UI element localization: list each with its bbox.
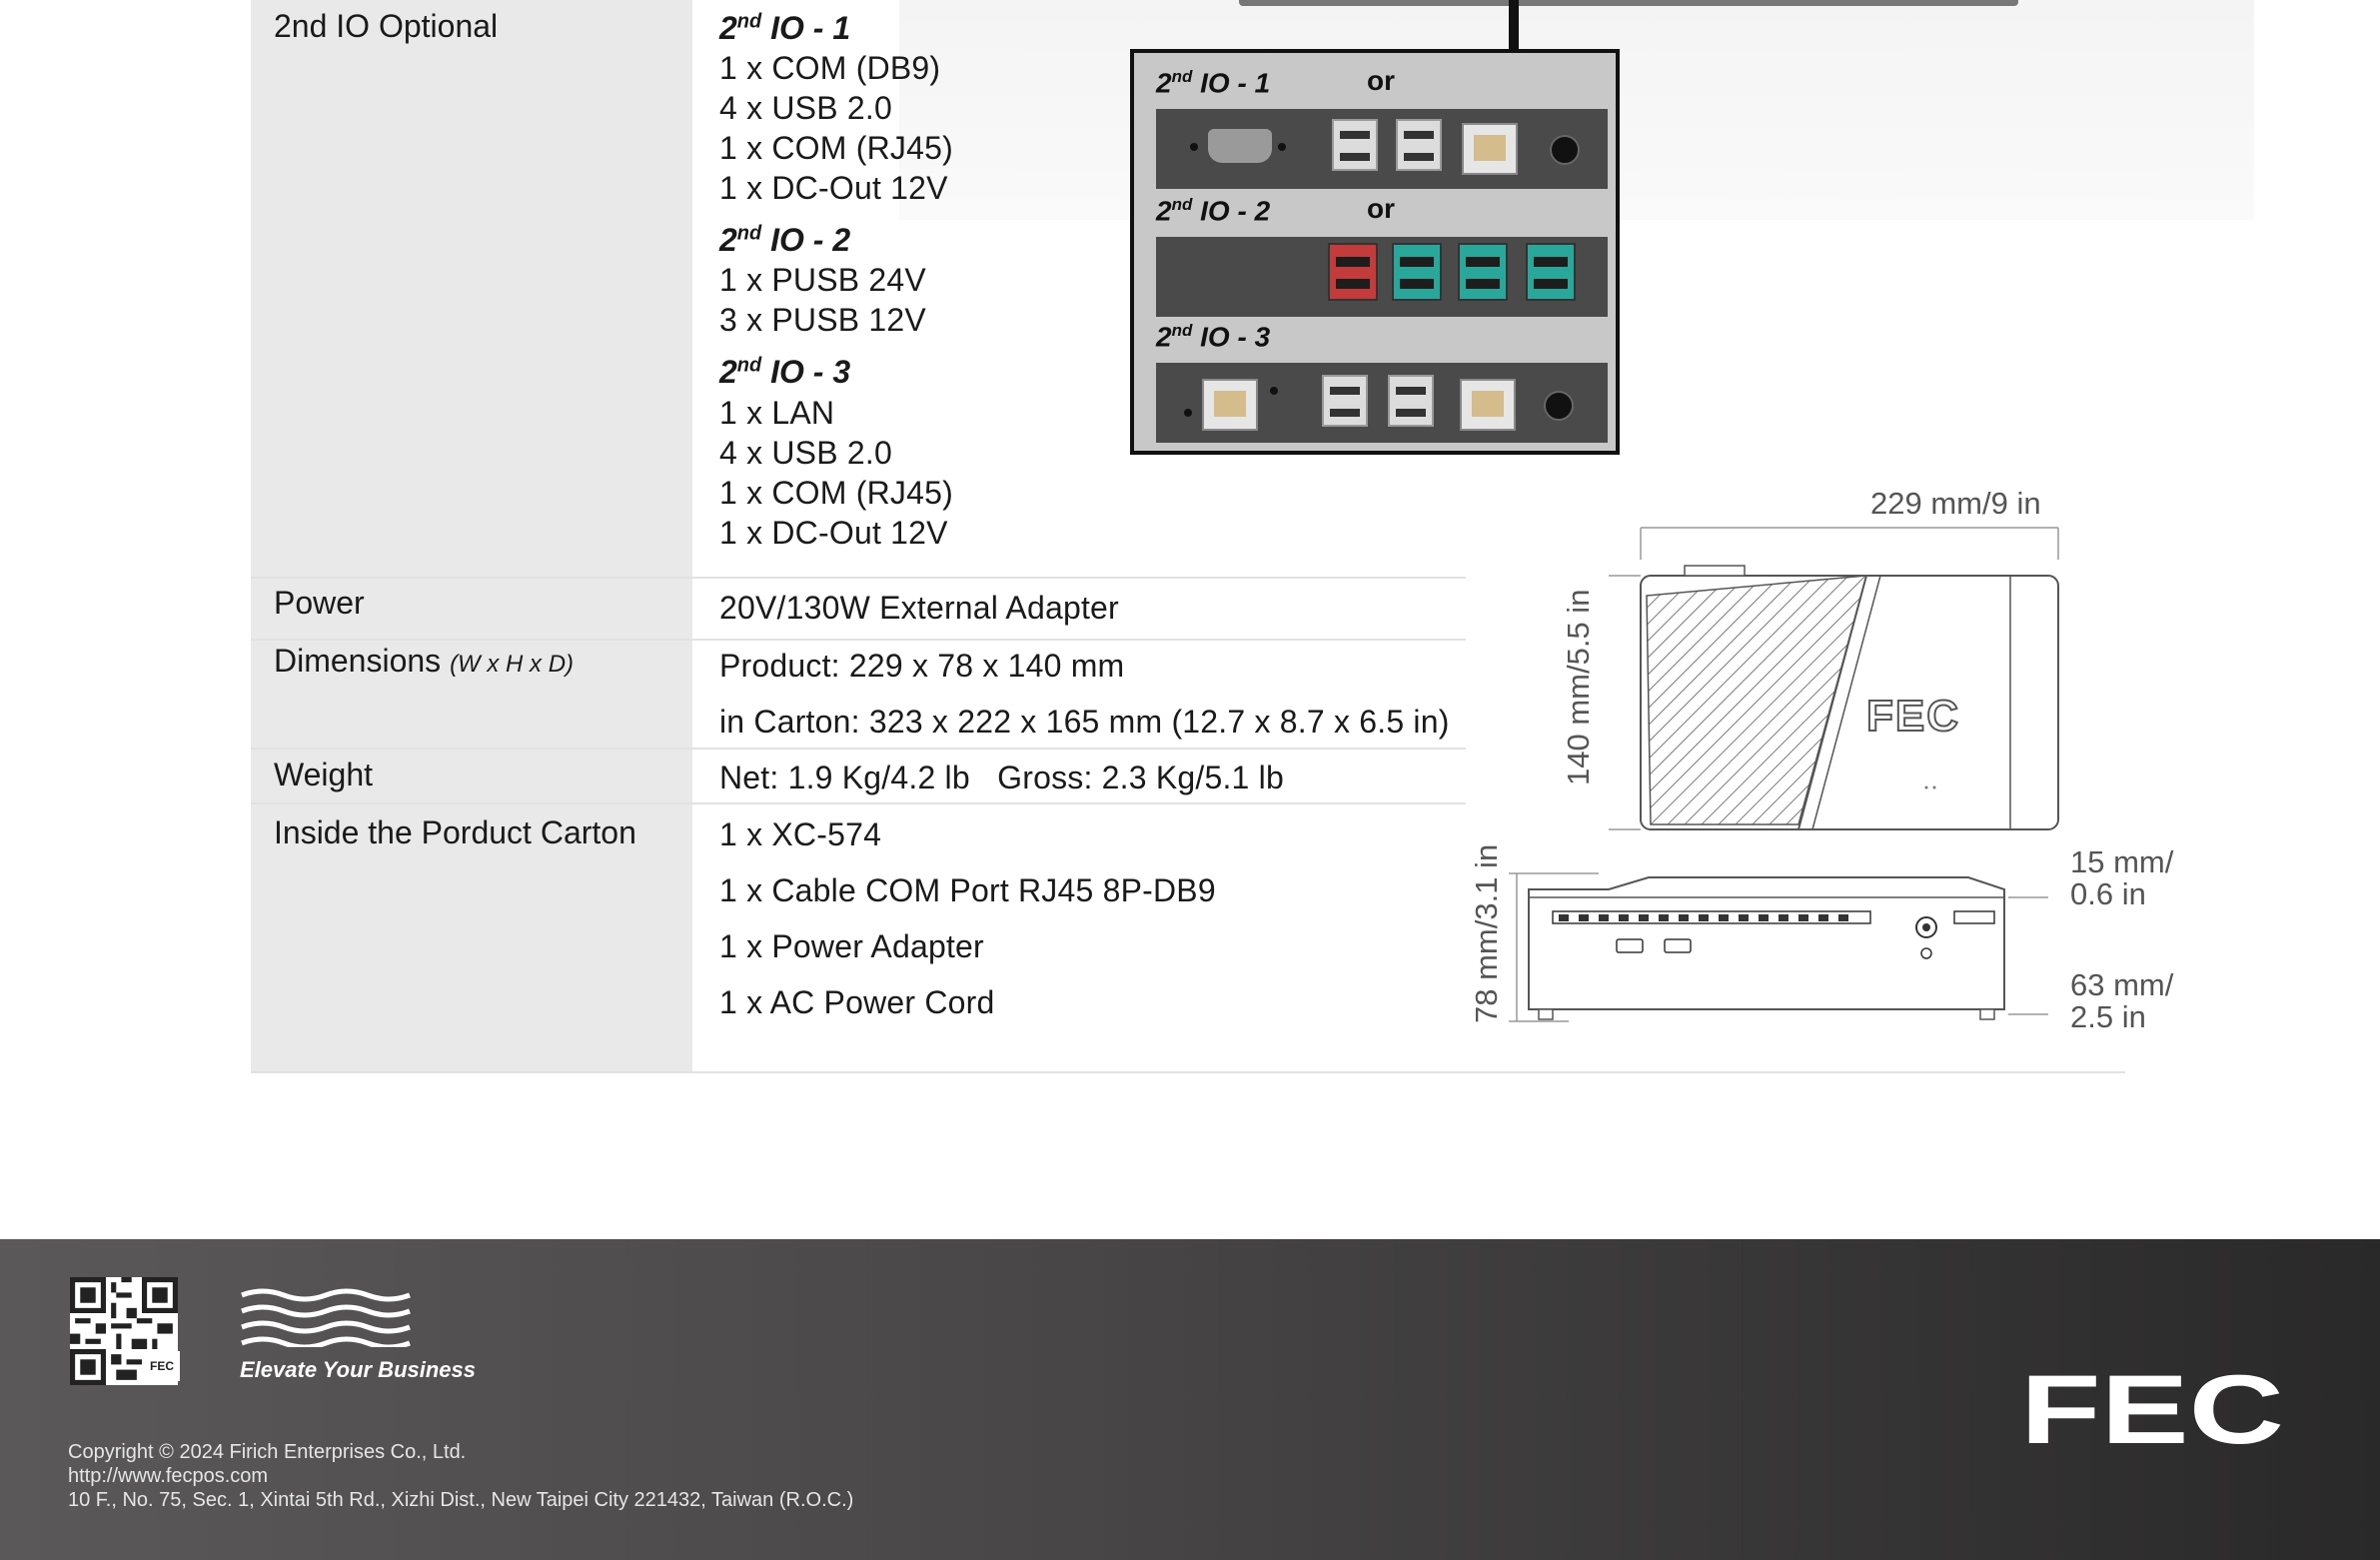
usb-port-icon: [1388, 375, 1434, 427]
weight-label: Weight: [274, 757, 374, 792]
carton-item: 1 x XC-574: [719, 816, 882, 852]
io-panel-1-strip: [1156, 109, 1608, 189]
lan-port-icon: [1202, 379, 1258, 431]
dc-jack-icon: [1544, 391, 1574, 421]
device-cable: [1509, 0, 1519, 50]
qr-fec-tag: FEC: [144, 1351, 180, 1381]
io-group-2-heading: 2nd IO - 2: [719, 222, 851, 258]
front-view-drawing: [1509, 859, 2048, 1029]
screw-dot: [1184, 409, 1192, 417]
pusb-12v-port-icon: [1526, 243, 1576, 301]
pusb-24v-port-icon: [1328, 243, 1378, 301]
height-dimension-label: 78 mm/3.1 in: [1469, 843, 1504, 1023]
io-group-2-item: 1 x PUSB 24V: [719, 262, 926, 298]
io-panel-illustration: [1130, 49, 1620, 455]
spec-label-column: [251, 0, 692, 1073]
dimensions-label: Dimensions (W x H x D): [274, 643, 575, 679]
db9-port-icon: [1208, 129, 1272, 163]
row-divider: [251, 748, 1466, 750]
io-group-1-item: 1 x COM (RJ45): [719, 130, 953, 166]
tagline: Elevate Your Business: [240, 1357, 476, 1382]
dimensions-product: Product: 229 x 78 x 140 mm: [719, 648, 1125, 684]
power-value: 20V/130W External Adapter: [719, 590, 1119, 626]
io-group-3-item: 1 x LAN: [719, 395, 835, 431]
io-group-1-heading: 2nd IO - 1: [719, 10, 851, 46]
io-panel-3-title: 2nd IO - 3: [1156, 321, 1271, 353]
dc-jack-icon: [1550, 135, 1580, 165]
address-text: 10 F., No. 75, Sec. 1, Xintai 5th Rd., Xizhi Dist., New Taipei City 221432, Taiwan (R.O.C.): [68, 1489, 854, 1511]
weight-value: Net: 1.9 Kg/4.2 lb Gross: 2.3 Kg/5.1 lb: [719, 760, 1284, 795]
io-panel-2-or: or: [1367, 193, 1395, 224]
io-group-2-item: 3 x PUSB 12V: [719, 302, 926, 338]
usb-port-icon: [1332, 119, 1378, 171]
io-panel-1-or: or: [1367, 65, 1395, 96]
bottom-offset-label-line1: 63 mm/: [2070, 967, 2174, 1002]
io-group-1-item: 4 x USB 2.0: [719, 90, 892, 126]
row-divider: [251, 577, 1466, 579]
rj45-port-icon: [1460, 379, 1516, 431]
screw-dot: [1190, 143, 1198, 151]
fec-logo-text: FEC: [2020, 1369, 2284, 1447]
io-panel-2-title: 2nd IO - 2: [1156, 195, 1271, 227]
top-offset-label-line1: 15 mm/: [2070, 844, 2174, 879]
screw-dot: [1270, 387, 1278, 395]
device-base: [1239, 0, 2018, 6]
io-group-3-item: 1 x COM (RJ45): [719, 475, 953, 511]
width-dimension-label: 229 mm/9 in: [1870, 486, 2041, 521]
table-bottom-line: [251, 1071, 2125, 1073]
dimensions-carton: in Carton: 323 x 222 x 165 mm (12.7 x 8.7 x 6.5 in): [719, 704, 1450, 740]
website-link[interactable]: http://www.fecpos.com: [68, 1465, 269, 1487]
io-group-1-item: 1 x DC-Out 12V: [719, 170, 948, 206]
screw-dot: [1278, 143, 1286, 151]
footer: [0, 1239, 2380, 1560]
pusb-12v-port-icon: [1458, 243, 1508, 301]
top-offset-label-line2: 0.6 in: [2070, 876, 2146, 911]
carton-label: Inside the Porduct Carton: [274, 814, 636, 850]
top-view-drawing: [1599, 520, 2078, 839]
io-group-3-item: 1 x DC-Out 12V: [719, 515, 948, 551]
io-panel-3-strip: [1156, 363, 1608, 443]
bottom-offset-label-line2: 2.5 in: [2070, 999, 2146, 1034]
io-group-1-item: 1 x COM (DB9): [719, 50, 941, 86]
depth-dimension-label: 140 mm/5.5 in: [1561, 589, 1596, 785]
pusb-12v-port-icon: [1392, 243, 1442, 301]
device-logo: FEC: [1866, 692, 1960, 741]
fec-logo: [2020, 1369, 2284, 1447]
row-divider: [251, 639, 1466, 641]
rj45-port-icon: [1462, 123, 1518, 175]
io-panel-1-title: 2nd IO - 1: [1156, 67, 1271, 99]
carton-item: 1 x Power Adapter: [719, 928, 984, 964]
copyright-text: Copyright © 2024 Firich Enterprises Co., Ltd.: [68, 1441, 467, 1463]
io-optional-label: 2nd IO Optional: [274, 8, 499, 44]
carton-item: 1 x Cable COM Port RJ45 8P-DB9: [719, 872, 1216, 908]
io-group-3-heading: 2nd IO - 3: [719, 354, 851, 390]
io-panel-2-strip: [1156, 237, 1608, 317]
waves-logo-icon: [240, 1287, 412, 1347]
usb-port-icon: [1396, 119, 1442, 171]
row-divider: [251, 802, 1466, 804]
io-group-3-item: 4 x USB 2.0: [719, 435, 892, 471]
carton-item: 1 x AC Power Cord: [719, 984, 995, 1020]
usb-port-icon: [1322, 375, 1368, 427]
power-label: Power: [274, 585, 365, 621]
